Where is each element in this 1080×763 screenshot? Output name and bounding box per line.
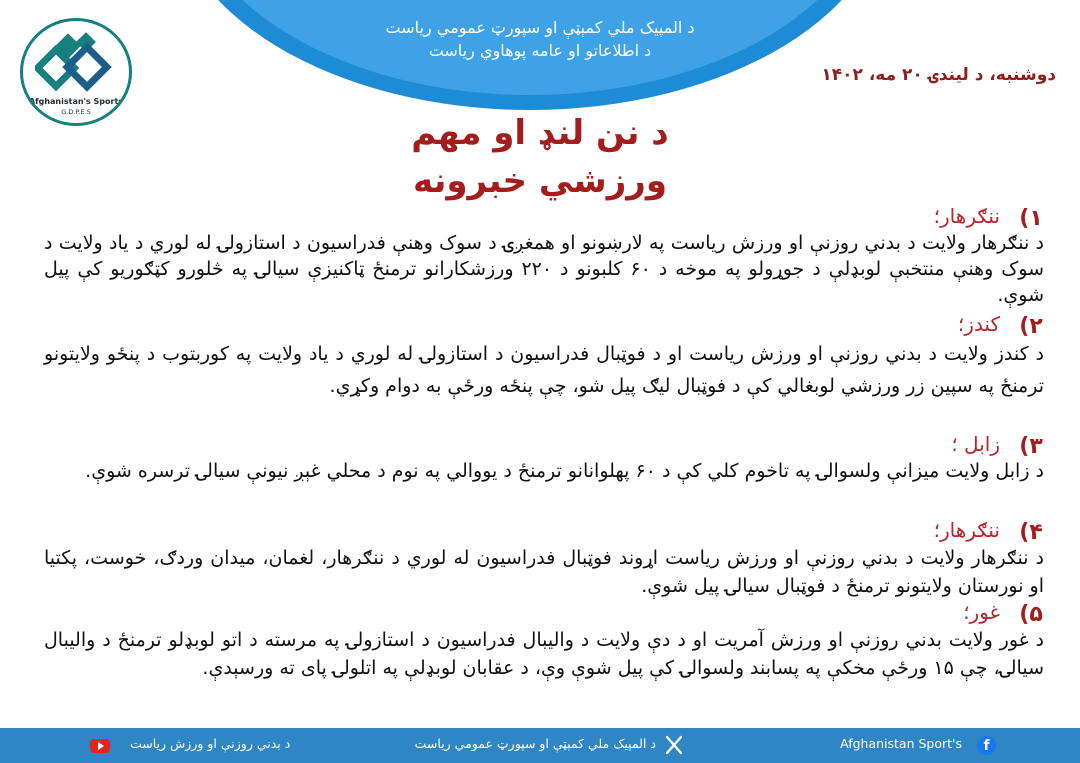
item-text: د ننګرهار ولایت د بدني روزنې او ورزش ریاست اړوند فوټبال فدراسیون له لوري د ننګرهار، لغمان، میدان وردګ، خوست، پکتیا او نورستان ولایتونو ترمنځ د فوټبال سیالۍ پیل شوې.: [44, 547, 1044, 597]
footer-twitter-link[interactable]: د المپیک ملي کمېټې او سپورټ عمومي ریاست: [414, 736, 656, 751]
item-number: ۴): [1019, 520, 1043, 545]
logo: [20, 18, 132, 126]
item-location: زابل ؛: [951, 432, 1000, 456]
item-text: د زابل ولایت میزانې ولسوالۍ په تاخوم کلي کې د ۶۰ پهلوانانو ترمنځ د یووالي په نوم د محلي غېږ نیونې سیالۍ ترسره شوې.: [85, 460, 1044, 482]
item-location: ننګرهار؛: [933, 204, 1000, 228]
header-line-2: د اطلاعاتو او عامه پوهاوي ریاست: [428, 41, 652, 60]
footer-facebook-link[interactable]: Afghanistan Sport's: [840, 736, 962, 751]
logo-subtitle: G.D.P.E.S: [61, 108, 91, 116]
item-text: د کندز ولایت د بدني روزنې او ورزش ریاست او د فوټبال فدراسیون د استازولۍ له لوري د یاد ولایت په کوربتوب د پنځو ولایتونو ترمنځ په سپین زر ورزشي لوبغالي کې د فوټبال لیګ پیل شو، چې پنځه ورځې به دوام وکړي.: [44, 343, 1044, 397]
item-number: ۳): [1019, 434, 1043, 459]
logo-name: Afghanistan's Sports: [28, 97, 124, 106]
item-number: ۱): [1019, 206, 1043, 231]
youtube-icon[interactable]: [90, 739, 110, 753]
item-number: ۵): [1019, 602, 1043, 627]
x-twitter-icon[interactable]: [664, 735, 684, 755]
page-title-line-2: ورزشي خبرونه: [412, 161, 667, 201]
footer-youtube-link[interactable]: د بدني روزنې او ورزش ریاست: [130, 736, 291, 751]
page-title-line-1: د نن لنډ او مهم: [411, 113, 669, 153]
item-location: ننګرهار؛: [933, 518, 1000, 542]
footer: [0, 728, 1080, 763]
item-location: کندز؛: [957, 312, 1000, 336]
header: [300, 16, 780, 62]
item-text: د غور ولایت بدني روزنې او ورزش آمریت او د دې ولایت د والیبال فدراسیون د استازولۍ په مرسته د اتو لوبډلو ترمنځ د والیبال سیالۍ، چې ۱۵ ورځې مخکې په پسابند ولسوالۍ کې پیل شوې وې، د عقابان لوبډلې په اتلولۍ پای ته ورسېدې.: [44, 629, 1044, 679]
logo-mark-icon: [35, 31, 117, 93]
date: دوشنبه، د لیندۍ ۲۰ مه، ۱۴۰۲: [821, 65, 1056, 85]
item-location: غور؛: [963, 600, 1000, 624]
item-number: ۲): [1019, 314, 1043, 339]
header-line-1: د المپیک ملي کمېټې او سپورټ عمومي ریاست: [385, 18, 695, 37]
facebook-icon[interactable]: f: [977, 736, 996, 755]
item-text: د ننګرهار ولایت د بدني روزنې او ورزش ریاست په لارښونو او همغږۍ د سوک وهنې فدراسیون د استازولۍ له لوري د یاد ولایت د سوک وهنې منتخبې لوبډلې د جوړولو په موخه د ۶۰ کلبونو د ۲۲۰ ورزشکارانو ترمنځ ټاکنیزې سیالۍ په څلورو کټګوریو کې پیل شوې.: [44, 232, 1044, 306]
